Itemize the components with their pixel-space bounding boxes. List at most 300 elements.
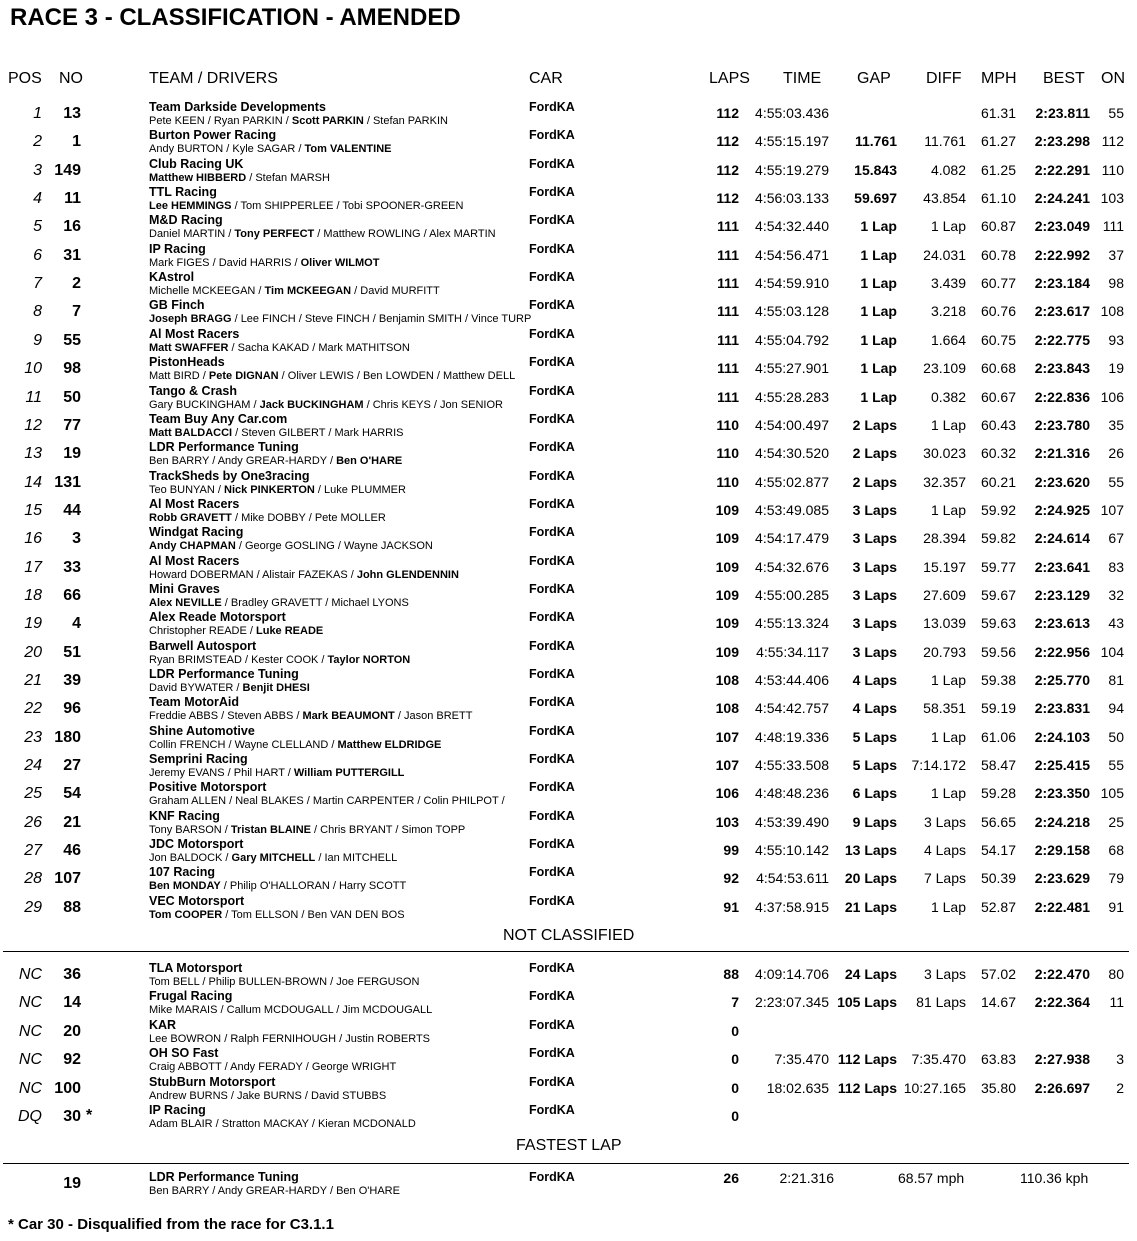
car-number: 50 [63,388,81,406]
driver-list: Freddie ABBS / Steven ABBS / Mark BEAUMONT / Jason BRETT [149,710,473,723]
driver-name: Tony PERFECT [234,228,315,241]
page-title: RACE 3 - CLASSIFICATION - AMENDED [10,4,461,31]
driver-list: Andrew BURNS / Jake BURNS / David STUBBS [149,1089,387,1102]
driver-name: Kieran MCDONALD [317,1118,416,1130]
position: DQ [18,1108,42,1125]
position: 19 [24,615,42,633]
fastest-lap-heading: FASTEST LAP [516,1137,622,1154]
team-name: LDR Performance Tuning [149,440,299,455]
gap-value: 20 Laps [844,870,897,887]
position: 18 [24,586,42,604]
car-number: 4 [72,615,81,633]
driver-name: Alex NEVILLE [149,596,222,609]
speed-mph: 60.21 [980,473,1016,490]
speed-mph: 61.27 [980,133,1016,150]
position: 8 [33,303,42,321]
car-model: FordKA [529,752,575,767]
position: NC [18,1022,42,1040]
best-lap-number: 108 [1100,303,1124,320]
race-time: 4:55:33.508 [755,757,829,774]
car-number: 31 [63,246,81,264]
position: 9 [33,331,42,349]
laps-count: 111 [717,388,739,405]
position: 20 [24,643,42,661]
driver-name: Ryan PARKIN [213,115,283,127]
laps-count: 0 [731,1051,739,1068]
driver-name: Matt BALDACCI [149,426,233,439]
gap-value: 5 Laps [852,728,897,745]
driver-name: Jeremy EVANS [149,767,225,780]
car-number: 88 [63,898,81,916]
best-lap-number: 111 [1102,218,1124,235]
speed-mph: 60.32 [980,445,1016,462]
best-lap: 2:27.938 [1034,1051,1090,1068]
position: 12 [24,416,42,434]
best-lap-number: 80 [1108,966,1124,982]
table-row [0,894,1137,922]
car-number: 131 [54,473,81,491]
driver-name: Tom COOPER [149,908,223,921]
position: 1 [33,105,42,122]
driver-name: Luke PLUMMER [324,483,406,496]
position: NC [18,1079,42,1097]
car-model: FordKA [529,581,575,596]
car-number: 54 [63,785,81,803]
divider [3,1163,1129,1164]
table-row [0,469,1137,497]
driver-name: Matthew ROWLING [323,228,421,241]
best-lap-number: 105 [1100,785,1124,802]
table-row [0,355,1137,383]
driver-name: Ben O'HARE [336,1185,400,1197]
driver-name: Mark BEAUMONT [302,710,395,723]
team-name: JDC Motorsport [149,837,244,852]
best-lap: 2:22.470 [1034,966,1090,982]
driver-list: Teo BUNYAN / Nick PINKERTON / Luke PLUMMER [149,483,406,496]
speed-mph: 59.77 [980,558,1016,575]
car-number: 2 [72,275,81,293]
gap-value: 3 Laps [852,615,897,632]
best-lap-number: 106 [1100,388,1124,405]
not-classified-heading: NOT CLASSIFIED [503,927,635,944]
table-row [0,837,1137,865]
gap-value: 2 Laps [852,473,897,490]
team-name: LDR Performance Tuning [149,1170,299,1184]
best-lap-number: 103 [1100,190,1124,207]
laps-count: 110 [716,416,739,433]
driver-name: Jack BUCKINGHAM [259,398,364,411]
driver-name: Benjamin SMITH [378,313,462,326]
car-number: 1 [72,133,81,151]
gap-value: 1 Lap [860,331,897,348]
driver-list: Christopher READE / Luke READE [149,625,324,638]
best-lap: 2:29.158 [1034,842,1090,859]
gap-value: 1 Lap [860,360,897,377]
diff-value: 3 Laps [923,813,966,830]
driver-name: Ben VAN DEN BOS [307,908,405,921]
driver-name: Steven GILBERT [241,426,326,439]
driver-name: Justin ROBERTS [345,1032,431,1045]
best-lap-number: 91 [1108,898,1124,915]
best-lap-number: 110 [1101,161,1124,178]
table-row [0,327,1137,355]
diff-value: 28.394 [923,530,966,547]
car-model: FordKA [529,865,575,880]
car-model: FordKA [529,837,575,852]
diff-value: 3.439 [930,275,966,292]
driver-list: Ben MONDAY / Philip O'HALLORAN / Harry SCOTT [149,880,407,893]
driver-list: Matt BIRD / Pete DIGNAN / Oliver LEWIS / Ben LOWDEN / Matthew DELL [149,370,516,383]
best-lap: 2:23.049 [1034,218,1090,235]
diff-value: 13.039 [923,615,966,632]
gap-value: 1 Lap [860,303,897,320]
best-lap-number: 83 [1108,558,1124,575]
driver-name: Philip BULLEN-BROWN [208,976,328,988]
driver-name: Steven ABBS [227,710,294,723]
fastest-lap-row [0,1170,1137,1198]
car-model: FordKA [529,298,575,313]
car-model: FordKA [529,893,575,908]
speed-mph: 56.65 [980,813,1016,830]
driver-name: Mike DOBBY [241,511,306,524]
team-name: IP Racing [149,241,206,256]
car-number: 44 [63,501,81,519]
gap-value: 1 Lap [860,388,897,405]
driver-name: Andy FERADY [230,1061,303,1074]
best-lap-number: 98 [1108,275,1124,292]
gap-value: 3 Laps [852,501,897,518]
table-row [0,128,1137,156]
laps-count: 112 [716,105,739,121]
driver-name: Philip O'HALLORAN [229,880,330,893]
car-number: 92 [63,1051,81,1069]
position: 23 [24,728,42,746]
car-model: FordKA [529,326,575,341]
driver-name: Harry SCOTT [338,880,407,893]
table-row [0,780,1137,808]
driver-list: Gary BUCKINGHAM / Jack BUCKINGHAM / Chris KEYS / Jon SENIOR [149,398,503,411]
driver-list: Matt BALDACCI / Steven GILBERT / Mark HARRIS [149,426,404,439]
team-name: Windgat Racing [149,525,244,540]
laps-count: 112 [716,161,739,178]
best-lap: 2:25.415 [1034,757,1090,774]
driver-name: Mark HARRIS [334,426,404,439]
race-time: 4:55:19.279 [755,161,829,178]
team-name: KAR [149,1017,177,1032]
position: 15 [24,501,42,519]
driver-name: Tom SHIPPERLEE [240,200,334,213]
driver-name: Stefan PARKIN [372,115,448,127]
car-number: 19 [63,1175,81,1192]
driver-name: Tom VALENTINE [304,143,392,156]
best-lap-number: 55 [1108,105,1124,121]
driver-name: Matthew HIBBERD [149,171,247,184]
best-lap: 2:23.780 [1034,416,1090,433]
driver-name: George WRIGHT [311,1061,397,1074]
car-number: 46 [63,842,81,860]
best-lap: 2:23.831 [1034,700,1090,717]
best-lap-number: 19 [1108,360,1124,377]
position: 5 [33,218,42,236]
gap-value: 105 Laps [837,994,897,1011]
car-model: FordKA [529,1074,575,1089]
race-time: 4:55:02.877 [755,473,829,490]
team-name: GB Finch [149,298,205,313]
divider [3,951,1129,952]
table-row [0,961,1137,989]
fastest-lap-mph: 68.57 mph [898,1170,965,1186]
driver-name: Matthew DELL [443,370,516,383]
diff-value: 7:14.172 [911,757,966,774]
car-model: FordKA [529,723,575,738]
driver-name: Jon BALDOCK [149,852,223,865]
diff-value: 43.854 [923,190,966,207]
best-lap: 2:23.811 [1035,105,1090,121]
team-name: TLA Motorsport [149,961,243,975]
team-name: Mini Graves [149,581,220,596]
table-row [0,639,1137,667]
speed-mph: 61.06 [980,728,1016,745]
position: NC [18,1051,42,1069]
driver-name: William PUTTERGILL [293,767,405,780]
race-time: 4:55:10.142 [755,842,829,859]
race-time: 4:55:00.285 [755,586,829,603]
best-lap-number: 93 [1108,331,1124,348]
best-lap-number: 79 [1108,870,1124,887]
race-time: 4:55:04.792 [755,331,829,348]
laps-count: 99 [723,842,739,859]
team-name: Shine Automotive [149,723,255,738]
car-number: 107 [54,870,81,888]
table-row [0,242,1137,270]
team-name: LDR Performance Tuning [149,667,299,681]
position: 13 [24,445,42,463]
speed-mph: 60.78 [980,246,1016,263]
best-lap: 2:21.316 [1034,445,1090,462]
speed-mph: 59.38 [980,672,1016,688]
driver-name: Pete DIGNAN [208,370,279,383]
diff-value: 1 Lap [930,218,966,235]
driver-list: Craig ABBOTT / Andy FERADY / George WRIGHT [149,1061,397,1074]
driver-name: Matt SWAFFER [149,341,229,354]
speed-mph: 54.17 [980,842,1016,859]
car-model: FordKA [529,496,575,511]
speed-mph: 63.83 [980,1051,1016,1068]
best-lap-number: 26 [1108,445,1124,462]
position: 4 [33,190,42,208]
driver-name: Stratton MACKAY [221,1118,309,1130]
diff-value: 81 Laps [916,994,966,1011]
driver-name: Tony BARSON [149,823,222,836]
header-mph: MPH [981,70,1017,87]
team-name: Al Most Racers [149,496,240,511]
driver-list: Daniel MARTIN / Tony PERFECT / Matthew ROWLING / Alex MARTIN [149,228,496,241]
driver-name: Matt BIRD [149,370,200,383]
best-lap: 2:23.641 [1034,558,1090,575]
gap-value: 3 Laps [852,530,897,547]
speed-mph: 59.82 [980,530,1016,547]
driver-name: David HARRIS [218,256,292,269]
car-number: 33 [63,558,81,576]
speed-mph: 60.87 [980,218,1016,235]
driver-name: Nick PINKERTON [224,483,315,496]
race-time: 4:54:30.520 [755,445,829,462]
laps-count: 92 [723,870,739,887]
driver-name: Tom BELL [149,976,200,988]
driver-name: John GLENDENNIN [356,568,459,581]
car-number: 96 [63,700,81,718]
diff-value: 15.197 [923,558,966,575]
table-row [0,497,1137,525]
best-lap: 2:25.770 [1034,672,1090,688]
best-lap: 2:24.103 [1034,728,1090,745]
diff-value: 1.664 [930,331,966,348]
laps-count: 111 [717,303,739,320]
driver-name: Neal BLAKES [235,795,304,808]
driver-name: David BYWATER [149,682,234,694]
gap-value: 3 Laps [852,558,897,575]
position: 28 [24,870,42,888]
position: 11 [25,388,42,406]
team-name: Al Most Racers [149,553,240,568]
header-best: BEST [1043,70,1085,87]
driver-name: Adam BLAIR [149,1118,213,1130]
team-name: Tango & Crash [149,383,237,398]
driver-name: Lee BOWRON [149,1032,222,1045]
driver-name: Andy CHAPMAN [149,540,236,553]
car-model: FordKA [529,1170,575,1184]
best-lap-number: 3 [1116,1051,1124,1068]
driver-list: Andy CHAPMAN / George GOSLING / Wayne JACKSON [149,540,433,553]
diff-value: 0.382 [930,388,966,405]
laps-count: 108 [715,672,739,688]
best-lap: 2:24.218 [1034,813,1090,830]
best-lap: 2:24.241 [1034,190,1090,207]
position: 29 [24,898,42,916]
driver-name: Michael LYONS [331,596,409,609]
driver-name: Tobi SPOONER-GREEN [342,200,464,213]
car-model: FordKA [529,355,575,370]
best-lap-number: 37 [1108,246,1124,263]
position: 10 [24,360,42,378]
speed-mph: 60.77 [980,275,1016,292]
gap-value: 59.697 [854,190,897,207]
driver-name: Joseph BRAGG [149,313,232,326]
laps-count: 110 [716,473,739,490]
car-model: FordKA [529,780,575,795]
car-model: FordKA [529,241,575,256]
laps-count: 112 [716,190,739,207]
team-name: TrackSheds by One3racing [149,468,310,483]
position: 24 [24,757,42,775]
driver-name: Teo BUNYAN [149,483,215,496]
gap-value: 112 Laps [837,1079,897,1096]
speed-mph: 60.43 [980,416,1016,433]
best-lap-number: 25 [1108,813,1124,830]
speed-mph: 14.67 [980,994,1016,1011]
team-name: IP Racing [149,1103,206,1117]
team-name: OH SO Fast [149,1046,219,1061]
driver-list: Lee HEMMINGS / Tom SHIPPERLEE / Tobi SPOONER-GREEN [149,200,464,213]
driver-list: Lee BOWRON / Ralph FERNIHOUGH / Justin ROBERTS [149,1032,431,1045]
race-time: 4:53:39.490 [755,813,829,830]
driver-name: Ian MITCHELL [324,852,398,865]
driver-name: Gary MITCHELL [231,852,316,865]
driver-name: Steve FINCH [304,313,370,326]
driver-list: Tom COOPER / Tom ELLSON / Ben VAN DEN BOS [149,908,405,921]
speed-mph: 61.31 [980,105,1016,121]
driver-name: Tom ELLSON [231,908,299,921]
laps-count: 111 [717,331,739,348]
position: 26 [24,813,42,831]
best-lap: 2:22.992 [1034,246,1090,263]
driver-name: Jason BRETT [403,710,473,723]
driver-list: Ben BARRY / Andy GREAR-HARDY / Ben O'HARE [149,455,403,468]
header-laps: LAPS [709,70,750,87]
fastest-lap-kph: 110.36 kph [1020,1170,1089,1186]
driver-name: Collin FRENCH [149,738,226,751]
diff-value: 1 Lap [930,501,966,518]
driver-name: George GOSLING [244,540,335,553]
laps-count: 107 [715,728,739,745]
laps-count: 112 [716,133,739,150]
race-time: 4:48:48.236 [755,785,829,802]
driver-name: Ben MONDAY [149,880,221,893]
driver-name: Graham ALLEN [149,795,227,808]
driver-list: Jon BALDOCK / Gary MITCHELL / Ian MITCHELL [149,852,398,865]
driver-list: Howard DOBERMAN / Alistair FAZEKAS / John GLENDENNIN [149,568,459,581]
footnote: * Car 30 - Disqualified from the race for C3.1.1 [8,1216,334,1233]
driver-name: David MURFITT [360,285,440,298]
car-number: 13 [63,105,81,122]
gap-value: 21 Laps [844,898,897,915]
car-model: FordKA [529,808,575,823]
speed-mph: 50.39 [980,870,1016,887]
driver-name: Craig ABBOTT [149,1061,222,1074]
driver-name: Daniel MARTIN [149,228,226,241]
laps-count: 110 [716,445,739,462]
driver-name: Pete MOLLER [314,511,386,524]
laps-count: 0 [731,1108,739,1124]
driver-name: Jon SENIOR [439,398,503,411]
table-row [0,752,1137,780]
car-model: FordKA [529,270,575,285]
position: 14 [24,473,42,491]
car-number: 27 [63,757,81,775]
gap-value: 1 Lap [860,246,897,263]
car-model: FordKA [529,468,575,483]
speed-mph: 35.80 [980,1079,1016,1096]
best-lap: 2:23.184 [1034,275,1090,292]
diff-value: 3 Laps [923,966,966,982]
race-time: 4:55:15.197 [755,133,829,150]
speed-mph: 61.25 [980,161,1016,178]
race-time: 4:54:00.497 [755,416,829,433]
team-name: PistonHeads [149,355,225,370]
driver-name: Tim MCKEEGAN [264,285,352,298]
driver-name: Pete KEEN [149,115,205,127]
best-lap: 2:23.617 [1034,303,1090,320]
table-row [0,989,1137,1017]
team-name: Barwell Autosport [149,638,257,653]
race-time: 4:53:49.085 [755,501,829,518]
position: NC [18,994,42,1012]
table-row [0,213,1137,241]
driver-name: Mike MARAIS [149,1004,218,1017]
driver-list: David BYWATER / Benjit DHESI [149,682,310,694]
table-row [0,724,1137,752]
car-model: FordKA [529,1046,575,1061]
